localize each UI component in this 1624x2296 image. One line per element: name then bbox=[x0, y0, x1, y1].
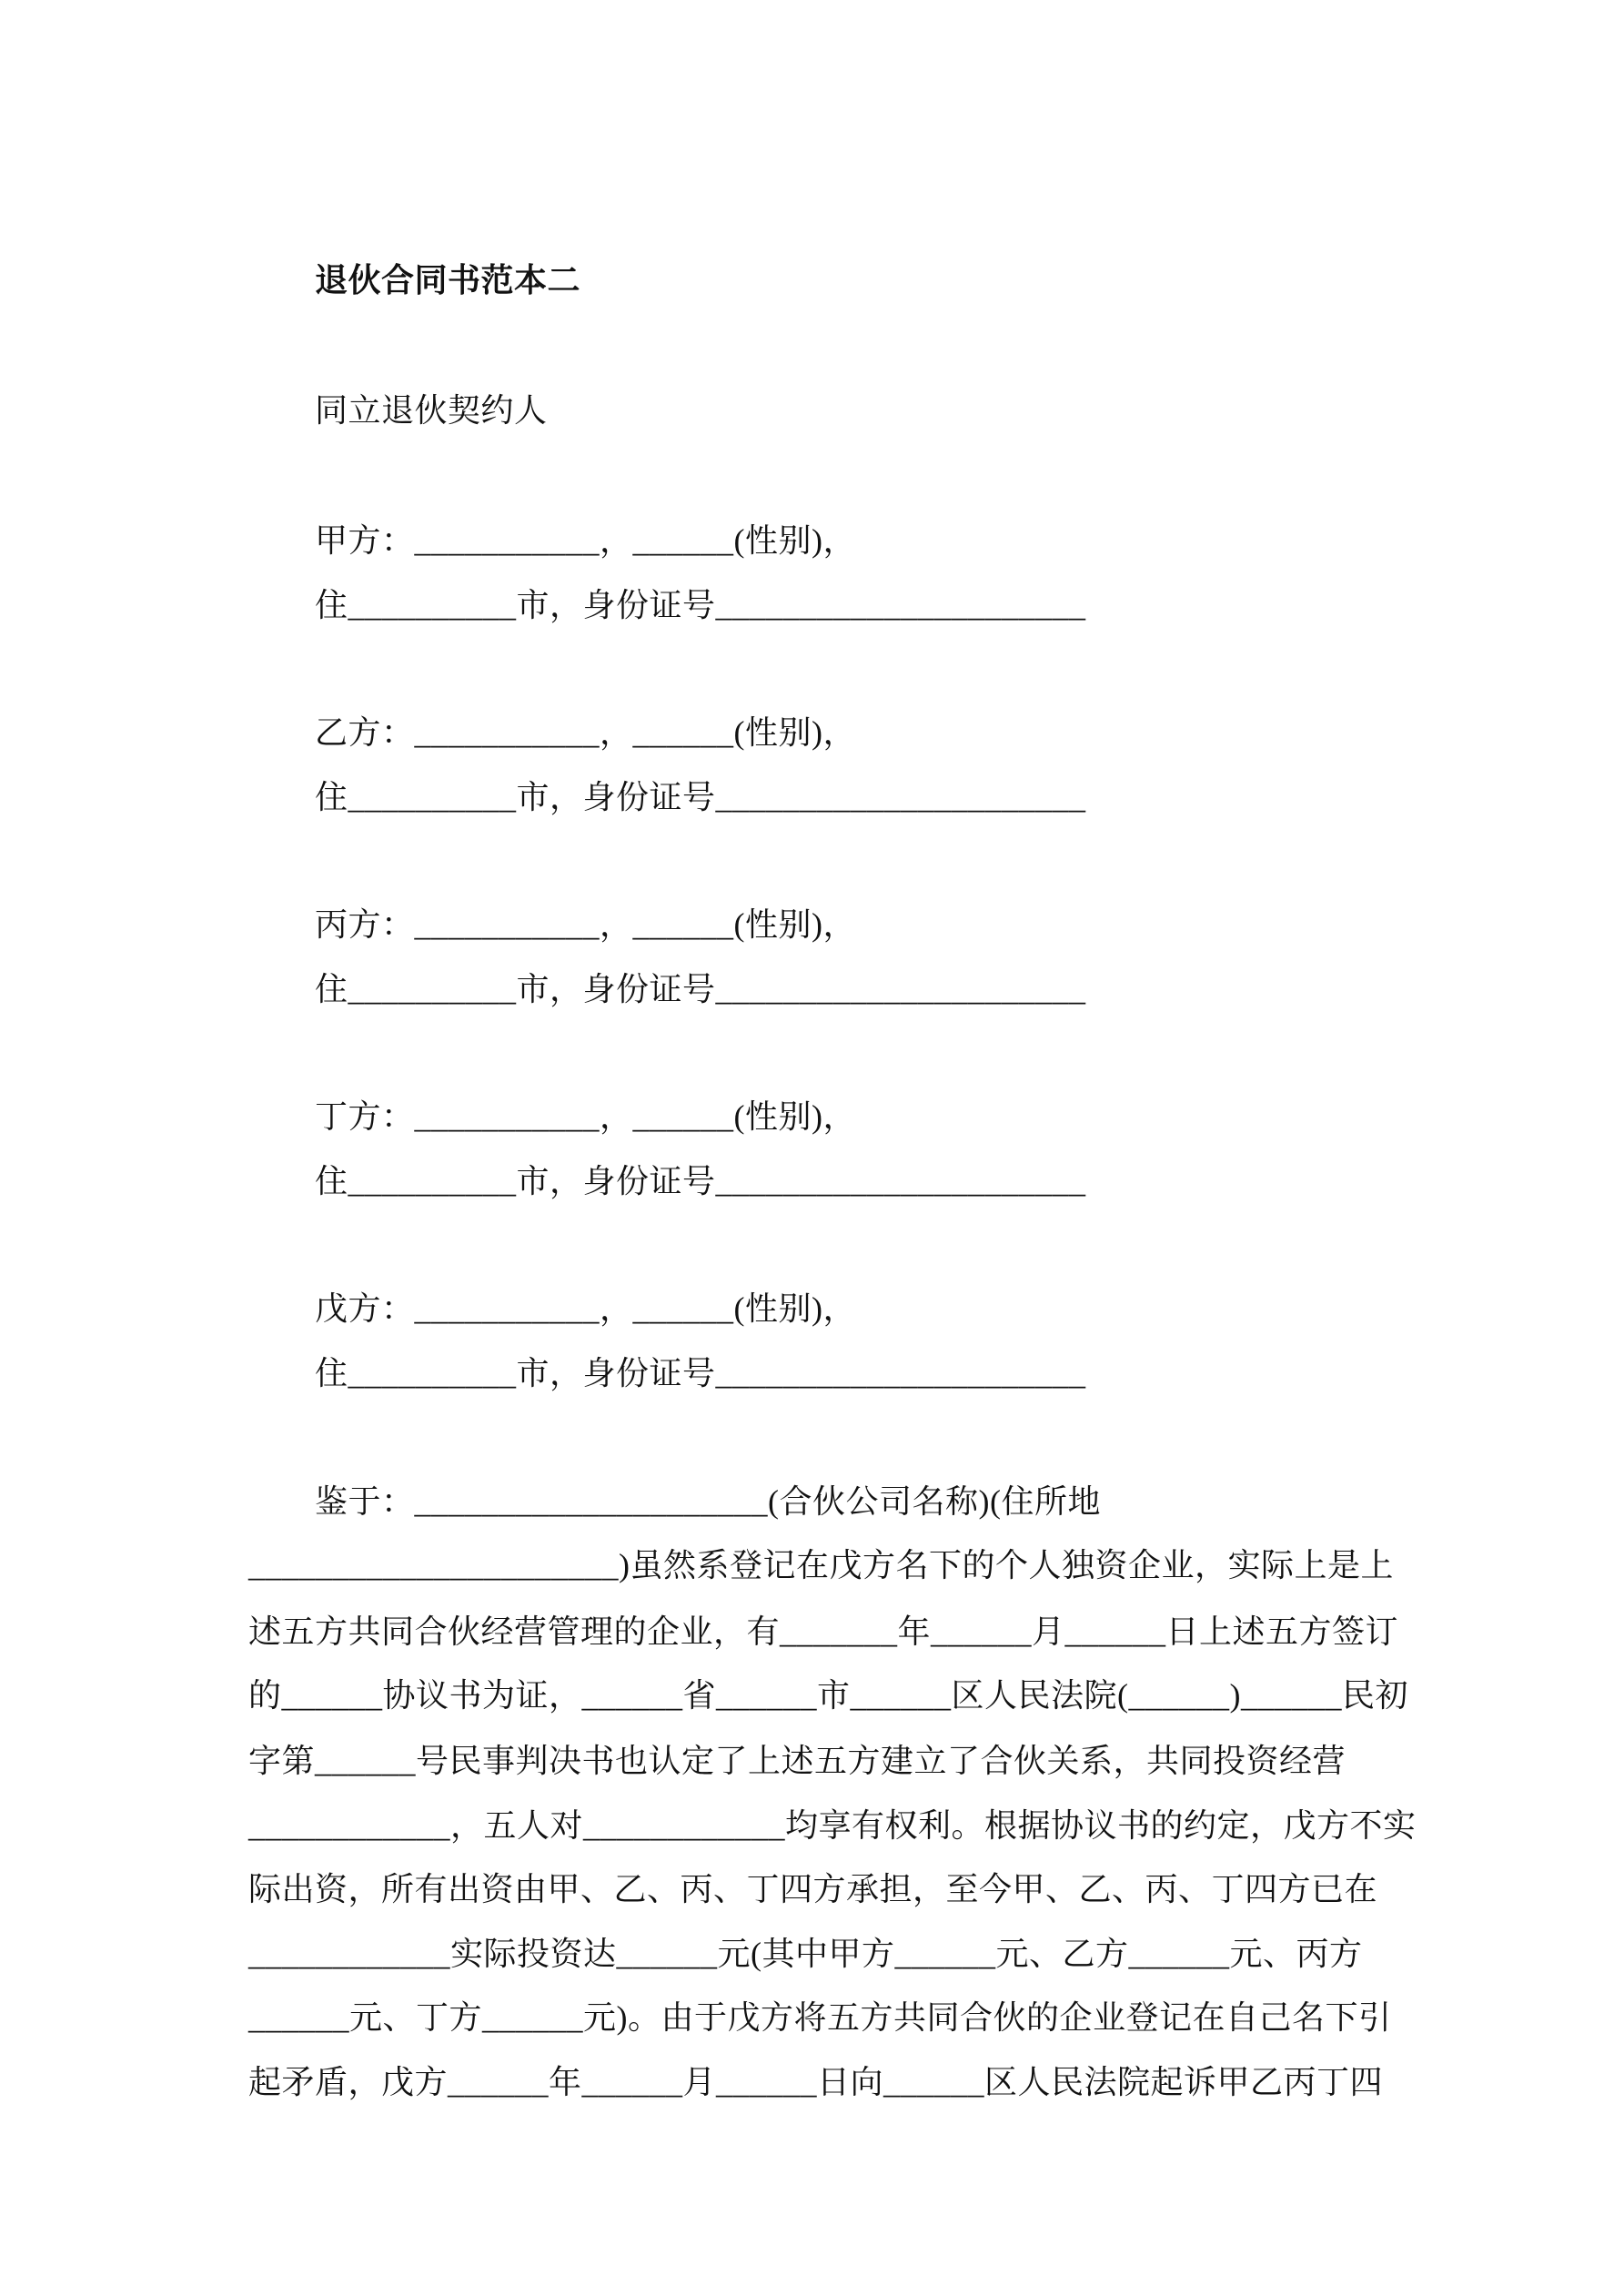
paragraph-line: ______________________)虽然系登记在戊方名下的个人独资企业，实际上是上 bbox=[248, 1547, 1394, 1583]
party-line-address: 住__________市，身份证号______________________ bbox=[315, 1355, 1086, 1391]
paragraph-line: 鉴于：_____________________(合伙公司名称)(住所地 bbox=[315, 1483, 1101, 1520]
paragraph-line: ______元、丁方______元)。由于戊方将五方共同合伙的企业登记在自己名下引 bbox=[248, 1999, 1392, 2036]
paragraph-line: 起矛盾，戊方______年______月______日向______区人民法院起诉甲乙丙丁四 bbox=[248, 2064, 1384, 2100]
paragraph-line: 际出资，所有出资由甲、乙、丙、丁四方承担，至今甲、乙、丙、丁四方已在 bbox=[248, 1871, 1378, 1907]
intro-line: 同立退伙契约人 bbox=[315, 392, 548, 429]
paragraph-line: ____________实际投资达______元(其中甲方______元、乙方______元、丙方 bbox=[248, 1936, 1363, 1972]
party-line-address: 住__________市，身份证号______________________ bbox=[315, 587, 1086, 623]
party-line-name: 甲方：___________，______(性别)， bbox=[315, 522, 856, 559]
paragraph-line: ____________，五人对____________均享有权利。根据协议书的约定，戊方不实 bbox=[248, 1807, 1417, 1844]
party-line-name: 乙方：___________，______(性别)， bbox=[315, 714, 856, 751]
party-line-name: 戊方：___________，______(性别)， bbox=[315, 1290, 856, 1327]
party-line-name: 丁方：___________，______(性别)， bbox=[315, 1098, 856, 1135]
party-line-name: 丙方：___________，______(性别)， bbox=[315, 906, 856, 943]
party-line-address: 住__________市，身份证号______________________ bbox=[315, 779, 1086, 815]
paragraph-line: 述五方共同合伙经营管理的企业，有_______年______月______日上述五方签订 bbox=[248, 1613, 1399, 1650]
paragraph-line: 的______协议书为证，______省______市______区人民法院(______)______民初 bbox=[248, 1677, 1408, 1714]
paragraph-line: 字第______号民事判决书也认定了上述五方建立了合伙关系，共同投资经营 bbox=[248, 1743, 1347, 1779]
document-title: 退伙合同书范本二 bbox=[315, 262, 581, 298]
party-line-address: 住__________市，身份证号______________________ bbox=[315, 1163, 1086, 1199]
party-line-address: 住__________市，身份证号______________________ bbox=[315, 971, 1086, 1007]
